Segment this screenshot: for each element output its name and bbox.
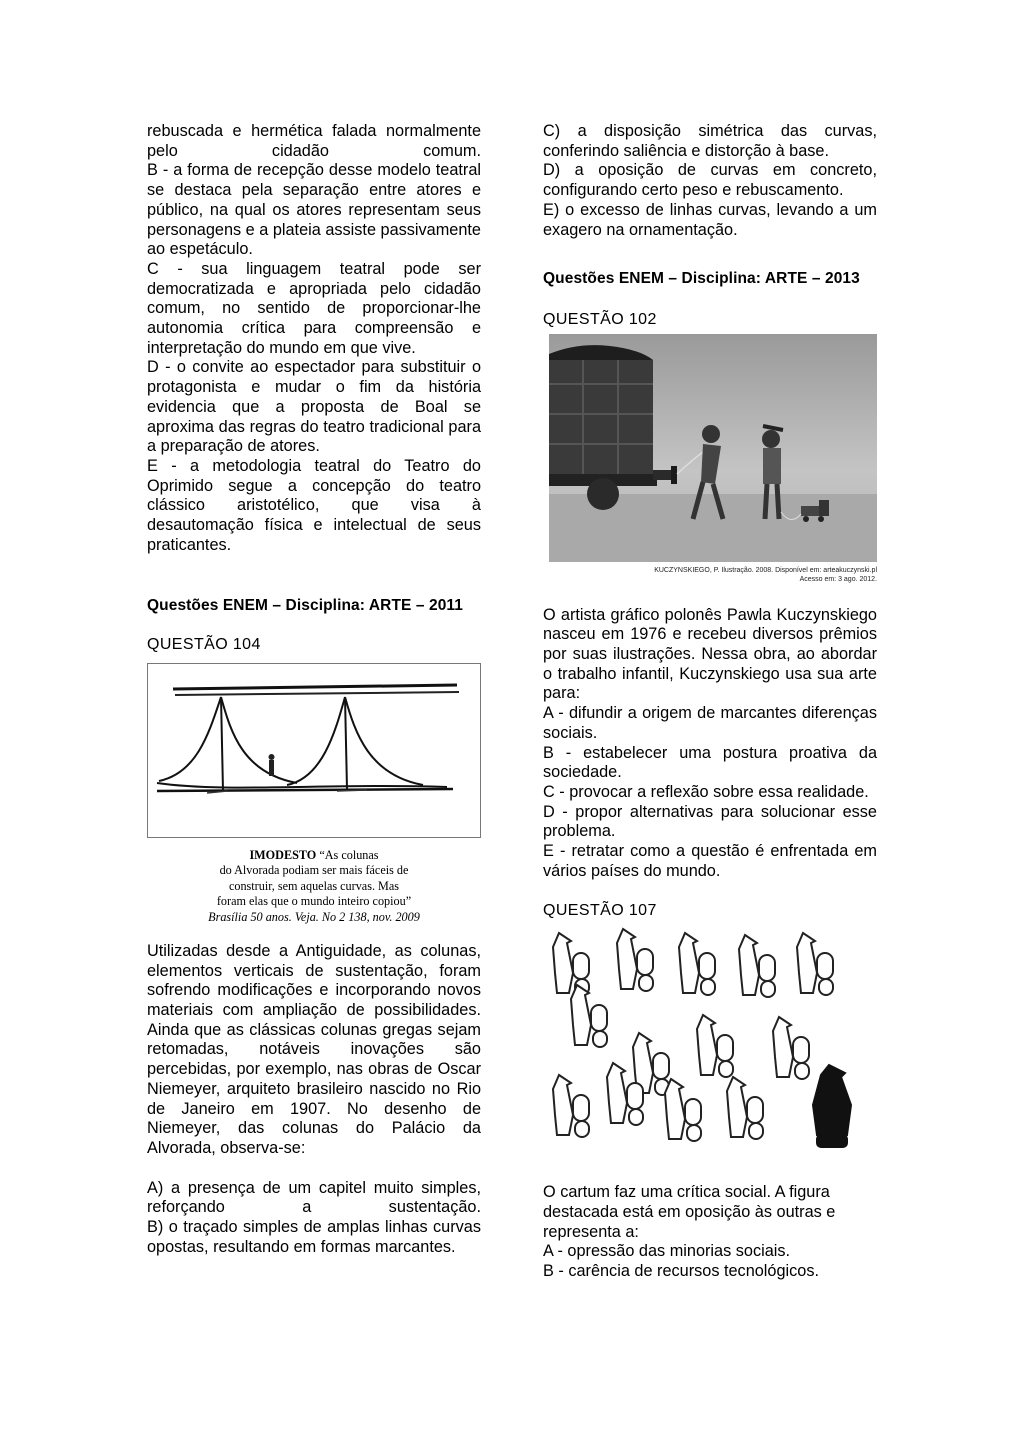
caption-bold: IMODESTO bbox=[249, 847, 317, 862]
question-102-option-e: E - retratar como a questão é enfrentada em vários países do mundo. bbox=[543, 842, 877, 880]
option-a-continuation: rebuscada e hermética falada normalmente pelo cidadão comum. bbox=[147, 122, 481, 160]
question-102-label: QUESTÃO 102 bbox=[543, 310, 657, 328]
question-104-option-a: A) a presença de um capitel muito simples, reforçando a sustentação. bbox=[147, 1178, 481, 1217]
question-option-d: D) a oposição de curvas em concreto, configurando certo peso e rebuscamento. bbox=[543, 161, 877, 200]
option-d: D - o convite ao espectador para substituir o protagonista e mudar o fim da história evidencia que a proposta de Boal se aproxima das regras do teatro tradicional para a preparação de atores. bbox=[147, 358, 481, 456]
highlighted-black-figure bbox=[813, 1065, 851, 1147]
question-104-option-b: B) o traçado simples de amplas linhas curvas opostas, resultando em formas marcantes. bbox=[147, 1218, 481, 1256]
bird-figure bbox=[797, 933, 833, 995]
section-heading-2011: Questões ENEM – Disciplina: ARTE – 2011 bbox=[147, 597, 464, 615]
photo-credit-line1: KUCZYNSKIEGO, P. Ilustração. 2008. Disponível em: arteakuczynski.pl bbox=[654, 566, 877, 574]
question-102-option-d: D - propor alternativas para solucionar esse problema. bbox=[543, 802, 877, 841]
bird-figure bbox=[553, 933, 589, 995]
bird-figure bbox=[739, 935, 775, 997]
question-104-body: Utilizadas desde a Antiguidade, as colunas, elementos verticais de sustentação, foram sofrendo modificações e incorporando novos materiais com ampliação de possibilidades. Ainda que as clássicas colunas gregas sejam retomadas, notáveis inovações são percebidas, por exemplo, nas obras de Oscar Niemeyer, arquiteto brasileiro nascido no Rio de Janeiro em 1907. No desenho de Niemeyer, das colunas do Palácio da Alvorada, observa-se: bbox=[147, 941, 481, 1157]
bird-figure bbox=[697, 1015, 733, 1077]
right-column bbox=[543, 122, 877, 1282]
caption-line3: construir, sem aquelas curvas. Mas bbox=[228, 878, 400, 893]
question-option-e: E) o excesso de linhas curvas, levando a um exagero na ornamentação. bbox=[543, 200, 877, 239]
question-option-c: C) a disposição simétrica das curvas, conferindo saliência e distorção à base. bbox=[543, 122, 877, 160]
bird-figure bbox=[665, 1079, 701, 1141]
bird-figure bbox=[617, 929, 653, 991]
question-104-label: QUESTÃO 104 bbox=[147, 636, 261, 654]
question-102-body: O artista gráfico polonês Pawla Kuczynskiego nasceu em 1976 e recebeu diversos prêmios por suas ilustrações. Nessa obra, ao abordar o trabalho infantil, Kuczynskiego usa sua arte para: bbox=[543, 605, 877, 703]
caption-source: Brasília 50 anos. Veja. No 2 138, nov. 2009 bbox=[208, 909, 420, 924]
left-column bbox=[147, 122, 481, 1257]
bird-figure bbox=[553, 1075, 589, 1137]
question-107-body: O cartum faz uma crítica social. A figura destacada está em oposição às outras e representa a: bbox=[543, 1183, 836, 1241]
option-e: E - a metodologia teatral do Teatro do Oprimido segue a concepção do teatro clássico aristotélico, que visa à desautomação física e intelectual de seus praticantes. bbox=[147, 456, 481, 554]
child-labor-illustration bbox=[543, 334, 877, 584]
photo-credit-line2: Acesso em: 3 ago. 2012. bbox=[799, 575, 877, 583]
question-102-option-a: A - difundir a origem de marcantes diferenças sociais. bbox=[543, 704, 877, 742]
question-107-option-b: B - carência de recursos tecnológicos. bbox=[543, 1261, 820, 1280]
bird-figure bbox=[773, 1017, 809, 1079]
figure-caption bbox=[147, 848, 481, 926]
section-heading-2013: Questões ENEM – Disciplina: ARTE – 2013 bbox=[543, 270, 860, 288]
alvorada-columns-figure bbox=[147, 663, 481, 938]
caption-line2: do Alvorada podiam ser mais fáceis de bbox=[219, 863, 409, 878]
cartoon-figures bbox=[543, 925, 877, 1165]
caption-line4: foram elas que o mundo inteiro copiou” bbox=[216, 894, 412, 909]
bird-figure bbox=[727, 1077, 763, 1139]
bird-figure bbox=[571, 985, 607, 1047]
bird-figure bbox=[679, 933, 715, 995]
train-wagon-children-drawing bbox=[543, 334, 877, 564]
question-102-option-b: B - estabelecer uma postura proativa da sociedade. bbox=[543, 743, 877, 782]
question-102-option-c: C - provocar a reflexão sobre essa realidade. bbox=[543, 782, 869, 801]
niemeyer-column-drawing bbox=[147, 663, 481, 838]
option-b: B - a forma de recepção desse modelo teatral se destaca pela separação entre atores e público, na qual os atores representam seus personagens e a plateia assiste passivamente ao espetáculo. bbox=[147, 161, 481, 259]
question-107-label: QUESTÃO 107 bbox=[543, 902, 657, 920]
question-107-option-a: A - opressão das minorias sociais. bbox=[543, 1242, 791, 1261]
option-c: C - sua linguagem teatral pode ser democratizada e apropriada pelo cidadão comum, no sentido de proporcionar-lhe autonomia crítica para compreensão e interpretação do mundo em que vive. bbox=[147, 259, 481, 357]
caption-line1: “As colunas bbox=[316, 847, 379, 862]
